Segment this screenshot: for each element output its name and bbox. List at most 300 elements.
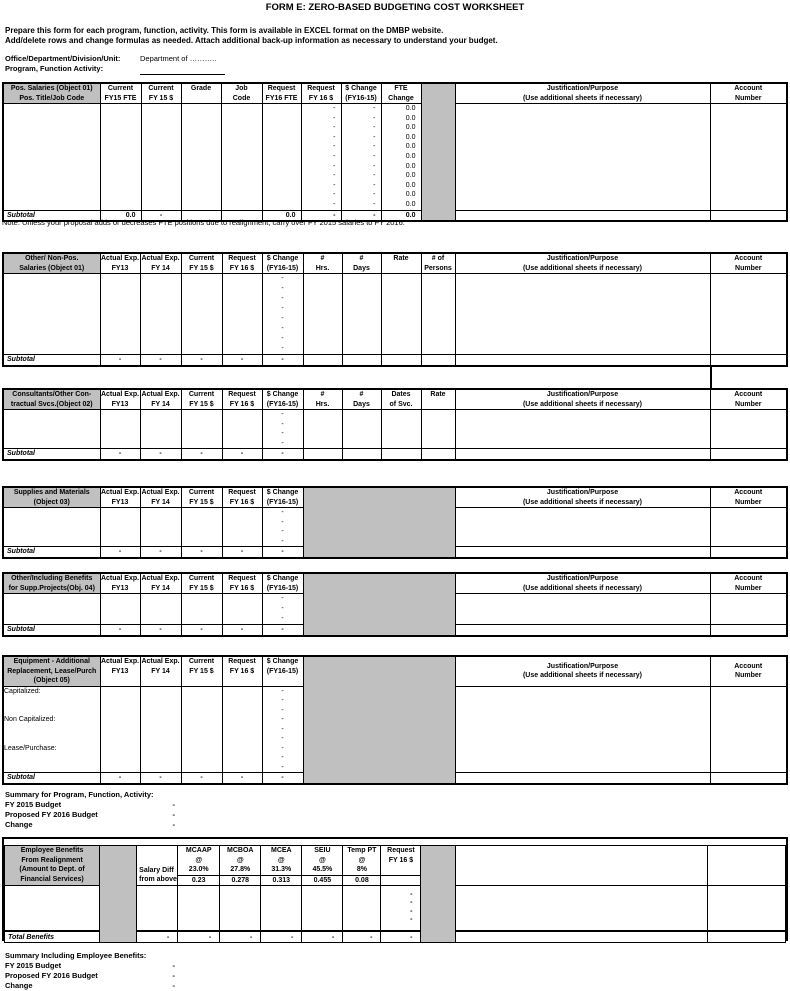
subtotal-empty [381, 355, 421, 366]
col-change: $ Change (FY16-15) [262, 487, 303, 508]
justification-header: Justification/Purpose (Use additional sheets if necessary) [455, 83, 710, 104]
subtotal-empty [421, 355, 455, 366]
consultants-body-row [3, 410, 787, 449]
subtotal-justification [455, 449, 710, 460]
col-actual-fy13: Actual Exp. FY13 [100, 656, 140, 686]
supplies-title: Supplies and Materials (Object 03) [3, 487, 100, 508]
col-change: $ Change (FY16-15) [262, 253, 303, 274]
col-mcaap: MCAAP @ 23.0% [178, 846, 220, 876]
justification-entry-area [455, 410, 710, 449]
subtotal-change: - [262, 547, 303, 558]
gray-block [303, 487, 455, 558]
request-header-spacer [381, 875, 421, 885]
program-label: Program, Function Activity: [5, 64, 104, 73]
cell-value: - [373, 152, 376, 160]
other-salaries-body-row [3, 274, 787, 355]
gray-rail-left [100, 846, 137, 943]
other-salaries-subtotal-row [3, 355, 787, 366]
summary-value: - [172, 961, 175, 970]
pos-title-entry-area [3, 104, 100, 211]
col-change: $ Change (FY16-15) [341, 83, 381, 104]
cell-value: - [281, 335, 284, 342]
cell-value: - [373, 162, 376, 170]
subtotal-account [710, 625, 787, 636]
benefits-wide-area [455, 846, 707, 886]
col-fte-change: FTE Change [381, 83, 421, 104]
fy15-fte-entry [100, 104, 141, 211]
subtotal-fy15: - [181, 355, 222, 366]
subtotal-fy15: - [181, 547, 222, 558]
row-label: Non Capitalized: [4, 716, 56, 723]
col-dates-of-svc: Dates of Svc. [381, 389, 421, 410]
equipment-table [2, 655, 788, 785]
entry [181, 274, 222, 355]
justification-entry-area [455, 274, 710, 355]
justification-entry-area [455, 508, 710, 547]
col-actual-fy14: Actual Exp. FY 14 [140, 656, 181, 686]
account-header: Account Number [710, 83, 787, 104]
col-actual-fy13: Actual Exp. FY13 [100, 575, 140, 592]
cell-value: - [410, 907, 413, 915]
account-header: Account Number [710, 487, 787, 508]
entry [181, 508, 222, 547]
entry [140, 508, 181, 547]
cell-value: - [333, 133, 336, 141]
entry [3, 594, 100, 625]
entry [222, 274, 262, 355]
program-blank-field [140, 65, 225, 75]
entry [303, 274, 342, 355]
entry [5, 885, 100, 931]
summary-label: Change [5, 820, 33, 829]
cell-value: - [281, 735, 284, 742]
row-label [4, 696, 100, 706]
cell-value: - [281, 754, 284, 761]
entry [707, 885, 785, 931]
entry [342, 410, 381, 449]
row-label [4, 763, 100, 773]
entry [3, 508, 100, 547]
office-value: Department of ……….. [140, 54, 217, 63]
cell-value: - [281, 345, 284, 352]
gray-block [303, 573, 455, 636]
summary-row [5, 810, 305, 820]
supplies-table [2, 486, 788, 559]
entry [222, 410, 262, 449]
cell-value: - [281, 537, 284, 545]
intro-line-2: Add/delete rows and change formulas as needed. Attach additional back-up information as necessary to understand your budget. [5, 36, 498, 45]
entry [222, 508, 262, 547]
entry [455, 885, 707, 931]
request-values [381, 885, 421, 931]
consultants-title: Consultants/Other Con- tractual Svcs.(Object 02) [3, 389, 100, 410]
pos-salaries-body-row [3, 104, 787, 211]
equipment-row-labels [3, 686, 100, 773]
grade-entry [181, 104, 221, 211]
subtotal-change: - [262, 449, 303, 460]
row-label: Lease/Purchase: [4, 744, 57, 752]
account-entry-area [710, 104, 787, 211]
row-label: Capitalized: [4, 687, 41, 695]
col-current-fy15: Current FY 15 $ [181, 389, 222, 410]
summary-value: - [172, 971, 175, 980]
summary-label: Proposed FY 2016 Budget [5, 971, 98, 980]
cell-value: - [281, 285, 284, 292]
summary-program-title: Summary for Program, Function, Activity: [5, 790, 154, 799]
entry [220, 885, 261, 931]
cell-value: - [281, 595, 284, 602]
justification-header: Justification/Purpose (Use additional sheets if necessary) [455, 253, 710, 274]
cell-value: 0.0 [405, 152, 416, 160]
benefits-table [4, 845, 786, 943]
subtotal-label: Subtotal [3, 355, 100, 366]
cell-value: - [333, 124, 336, 132]
cell-value: - [333, 172, 336, 180]
col-request-fy16: Request FY 16 $ [381, 846, 421, 876]
row-label [4, 753, 100, 763]
col-actual-fy14: Actual Exp. FY 14 [141, 575, 180, 592]
entry [3, 410, 100, 449]
cell-value: - [281, 744, 284, 752]
fte-note: Note: Unless your proposal adds or decreases FTE positions due to realignment, carry over FY 2015 salaries to FY 2016. [2, 218, 405, 227]
cell-value: - [410, 916, 413, 924]
cell-value: - [410, 890, 413, 898]
col-actual-fy13: Actual Exp. FY13 [100, 255, 140, 272]
entry [303, 410, 342, 449]
cell-value: - [333, 114, 336, 122]
cell-value: 0.0 [405, 172, 416, 180]
row-label [4, 725, 100, 735]
subtotal-fy16: - [222, 449, 262, 460]
subtotal-fy13: - [100, 449, 140, 460]
cell-value: - [373, 172, 376, 180]
gray-block [303, 656, 455, 784]
mcaap-factor: 0.23 [178, 875, 220, 885]
stray-line [710, 366, 712, 390]
row-label [4, 706, 100, 716]
subtotal-empty [342, 449, 381, 460]
pos-salaries-title: Pos. Salaries (Object 01) Pos. Title/Job Code [3, 83, 100, 104]
cell-value: - [410, 899, 413, 907]
entry [100, 594, 140, 625]
entry [100, 410, 140, 449]
col-current-fy15: Current FY 15 $ [181, 656, 222, 686]
gray-rail-right [421, 846, 455, 943]
summary-row [5, 800, 305, 810]
subtotal-label: Subtotal [3, 773, 100, 784]
col-temp-pt: Temp PT @ 8% [343, 846, 381, 876]
benefits-header-row-1 [5, 846, 786, 876]
entry [178, 885, 220, 931]
summary-benefits [5, 951, 305, 991]
col-request-fy16: Request FY 16 $ [222, 656, 262, 686]
col-request-fy16: Request FY 16 $ [222, 389, 262, 410]
entry [381, 410, 421, 449]
cell-value: - [281, 763, 284, 771]
justification-header: Justification/Purpose (Use additional sheets if necessary) [455, 389, 710, 410]
cell-value: 0.0 [405, 162, 416, 170]
entry [343, 885, 381, 931]
total-benefits-label: Total Benefits [5, 931, 100, 943]
fy15-usd-entry [141, 104, 181, 211]
subtotal-empty [421, 449, 455, 460]
cell-value: - [373, 105, 376, 112]
subtotal-fy13: - [100, 625, 140, 636]
cell-value: - [373, 181, 376, 189]
entry [137, 885, 178, 931]
col-request-fy16: Request FY 16 $ [222, 573, 262, 594]
subtotal-account [710, 773, 787, 784]
subtotal-fte-change: 0.0 [381, 210, 421, 221]
change-values [341, 104, 381, 211]
entry [302, 885, 343, 931]
col-rate: Rate [381, 253, 421, 274]
cell-value: - [333, 200, 336, 208]
col-days: # Days [342, 389, 381, 410]
entry [181, 594, 222, 625]
justification-entry-area [455, 104, 710, 211]
subtotal-account [710, 355, 787, 366]
change-values [262, 594, 303, 625]
subtotal-fy14: - [140, 773, 181, 784]
total-temp-pt: - [343, 931, 381, 943]
pos-salaries-header-row [3, 83, 787, 104]
supplies-header-row [3, 487, 787, 508]
cell-value: - [373, 200, 376, 208]
col-current-fy15: Current FY 15 $ [181, 573, 222, 594]
cell-value: - [281, 315, 284, 322]
subtotal-fy15: - [181, 625, 222, 636]
summary-value: - [172, 800, 175, 809]
subtotal-account [710, 210, 787, 221]
entry [3, 274, 100, 355]
mcboa-factor: 0.278 [220, 875, 261, 885]
entry [100, 274, 140, 355]
summary-label: Proposed FY 2016 Budget [5, 810, 98, 819]
col-actual-fy14: Actual Exp. FY 14 [141, 489, 180, 506]
subtotal-justification [455, 547, 710, 558]
subtotal-label: Subtotal [3, 449, 100, 460]
subtotal-fy14: - [140, 355, 181, 366]
col-request-fy16: Request FY 16 $ [222, 253, 262, 274]
col-actual-fy13: Actual Exp. FY13 [100, 391, 140, 408]
benefits-title: Employee Benefits From Realignment (Amount to Dept. of Financial Services) [5, 846, 100, 886]
cell-value: - [281, 615, 284, 622]
justification-header: Justification/Purpose (Use additional sheets if necessary) [455, 487, 710, 508]
col-change: $ Change (FY16-15) [262, 573, 303, 594]
subtotal-account [710, 547, 787, 558]
col-mcea: MCEA @ 31.3% [261, 846, 302, 876]
subtotal-label: Subtotal [3, 210, 100, 221]
account-header: Account Number [710, 389, 787, 410]
subtotal-fy16: - [222, 773, 262, 784]
justification-header: Justification/Purpose (Use additional sheets if necessary) [455, 656, 710, 686]
consultants-table [2, 388, 788, 461]
col-hrs: # Hrs. [303, 389, 342, 410]
cell-value: - [333, 152, 336, 160]
other-benefits-table [2, 572, 788, 637]
subtotal-change: - [341, 210, 381, 221]
pos-salaries-table [2, 82, 788, 222]
temp-pt-factor: 0.08 [343, 875, 381, 885]
cell-value: - [281, 275, 284, 282]
cell-value: - [333, 143, 336, 151]
cell-value: - [281, 439, 284, 447]
summary-program [5, 790, 305, 830]
col-rate: Rate [421, 389, 455, 410]
change-values [262, 508, 303, 547]
subtotal-fy16-usd: - [301, 210, 341, 221]
benefits-right-area [707, 846, 785, 886]
job-code-entry [221, 104, 262, 211]
subtotal-label: Subtotal [3, 547, 100, 558]
col-persons: # of Persons [421, 253, 455, 274]
cell-value: - [281, 430, 284, 437]
entry [342, 274, 381, 355]
summary-row [5, 971, 305, 981]
change-values [262, 410, 303, 449]
benefits-box [2, 837, 788, 941]
row-label [4, 734, 100, 744]
total-empty [707, 931, 785, 943]
entry [100, 686, 140, 773]
account-entry-area [710, 594, 787, 625]
cell-value: 0.0 [405, 133, 416, 141]
cell-value: - [333, 105, 336, 112]
entry [181, 410, 222, 449]
col-actual-fy14: Actual Exp. FY 14 [141, 391, 180, 408]
subtotal-fy13: - [100, 355, 140, 366]
form-title: FORM E: ZERO-BASED BUDGETING COST WORKSHEET [265, 2, 525, 13]
cell-value: - [333, 162, 336, 170]
subtotal-label: Subtotal [3, 625, 100, 636]
gray-rail [421, 83, 455, 221]
consultants-subtotal-row [3, 449, 787, 460]
subtotal-change: - [262, 773, 303, 784]
col-current-fy15: Current FY 15 $ [181, 253, 222, 274]
col-current-fy15-usd: Current FY 15 $ [141, 83, 181, 104]
subtotal-fy15: - [181, 773, 222, 784]
total-mcboa: - [220, 931, 261, 943]
col-request-fy16-usd: Request FY 16 $ [301, 83, 341, 104]
subtotal-fy15-usd: - [141, 210, 181, 221]
cell-value: 0.0 [405, 124, 416, 132]
cell-value: - [373, 133, 376, 141]
cell-value: 0.0 [405, 143, 416, 151]
cell-value: - [373, 143, 376, 151]
entry [181, 686, 222, 773]
col-current-fy15: Current FY 15 $ [181, 487, 222, 508]
entry [140, 686, 181, 773]
subtotal-justification [455, 210, 710, 221]
salary-diff-header: Salary Diff from above [137, 846, 178, 886]
fy16-usd-values [301, 104, 341, 211]
total-request: - [381, 931, 421, 943]
subtotal-account [710, 449, 787, 460]
subtotal-fy15: - [181, 449, 222, 460]
other-salaries-table [2, 252, 788, 367]
cell-value: - [373, 124, 376, 132]
subtotal-fy16-fte: 0.0 [262, 210, 301, 221]
col-request-fy16: Request FY 16 $ [222, 487, 262, 508]
summary-value: - [172, 810, 175, 819]
entry [140, 594, 181, 625]
cell-value: - [281, 706, 284, 714]
summary-label: FY 2015 Budget [5, 961, 62, 970]
total-mcaap: - [178, 931, 220, 943]
cell-value: 0.0 [405, 114, 416, 122]
subtotal-fy15-fte: 0.0 [100, 210, 141, 221]
change-values [262, 686, 303, 773]
cell-value: 0.0 [405, 105, 416, 112]
account-header: Account Number [710, 656, 787, 686]
seiu-factor: 0.455 [302, 875, 343, 885]
other-salaries-header-row [3, 253, 787, 274]
account-header: Account Number [710, 573, 787, 594]
equipment-title: Equipment - Additional Replacement, Lease/Purch (Object 05) [3, 656, 100, 686]
col-actual-fy13: Actual Exp. FY13 [100, 489, 140, 506]
summary-label: FY 2015 Budget [5, 800, 62, 809]
cell-value: 0.0 [405, 181, 416, 189]
cell-value: - [333, 191, 336, 199]
subtotal-change: - [262, 355, 303, 366]
summary-row [5, 820, 305, 830]
entry [140, 410, 181, 449]
cell-value: - [281, 605, 284, 612]
cell-value: - [281, 518, 284, 526]
entry [421, 274, 455, 355]
change-values [262, 274, 303, 355]
summary-value: - [172, 820, 175, 829]
total-salary-diff: - [137, 931, 178, 943]
subtotal-empty [303, 449, 342, 460]
office-label: Office/Department/Division/Unit: [5, 54, 121, 63]
subtotal-fy14: - [140, 625, 181, 636]
subtotal-justification [455, 625, 710, 636]
summary-benefits-title: Summary Including Employee Benefits: [5, 951, 147, 960]
entry [222, 594, 262, 625]
justification-entry-area [455, 594, 710, 625]
col-change: $ Change (FY16-15) [262, 389, 303, 410]
entry [421, 410, 455, 449]
subtotal-fy16: - [222, 547, 262, 558]
account-entry-area [710, 410, 787, 449]
cell-value: - [281, 305, 284, 312]
cell-value: - [281, 325, 284, 332]
cell-value: - [281, 687, 284, 695]
col-days: # Days [342, 253, 381, 274]
other-benefits-header-row [3, 573, 787, 594]
subtotal-change: - [262, 625, 303, 636]
cell-value: - [281, 528, 284, 535]
fy16-fte-entry [262, 104, 301, 211]
entry [100, 508, 140, 547]
intro-line-1: Prepare this form for each program, function, activity. This form is available in EXCEL format on the DMBP website. [5, 26, 444, 35]
cell-value: - [281, 509, 284, 516]
cell-value: - [281, 411, 284, 418]
cell-value: 0.0 [405, 200, 416, 208]
entry [261, 885, 302, 931]
other-benefits-title: Other/Including Benefits for Supp.Projects(Obj. 04) [3, 573, 100, 594]
other-salaries-title: Other/ Non-Pos. Salaries (Object 01) [3, 253, 100, 274]
col-hrs: # Hrs. [303, 253, 342, 274]
col-change: $ Change (FY16-15) [262, 656, 303, 686]
subtotal-empty [303, 355, 342, 366]
cell-value: 0.0 [405, 191, 416, 199]
subtotal-fy14: - [140, 449, 181, 460]
summary-value: - [172, 981, 175, 990]
entry [140, 274, 181, 355]
